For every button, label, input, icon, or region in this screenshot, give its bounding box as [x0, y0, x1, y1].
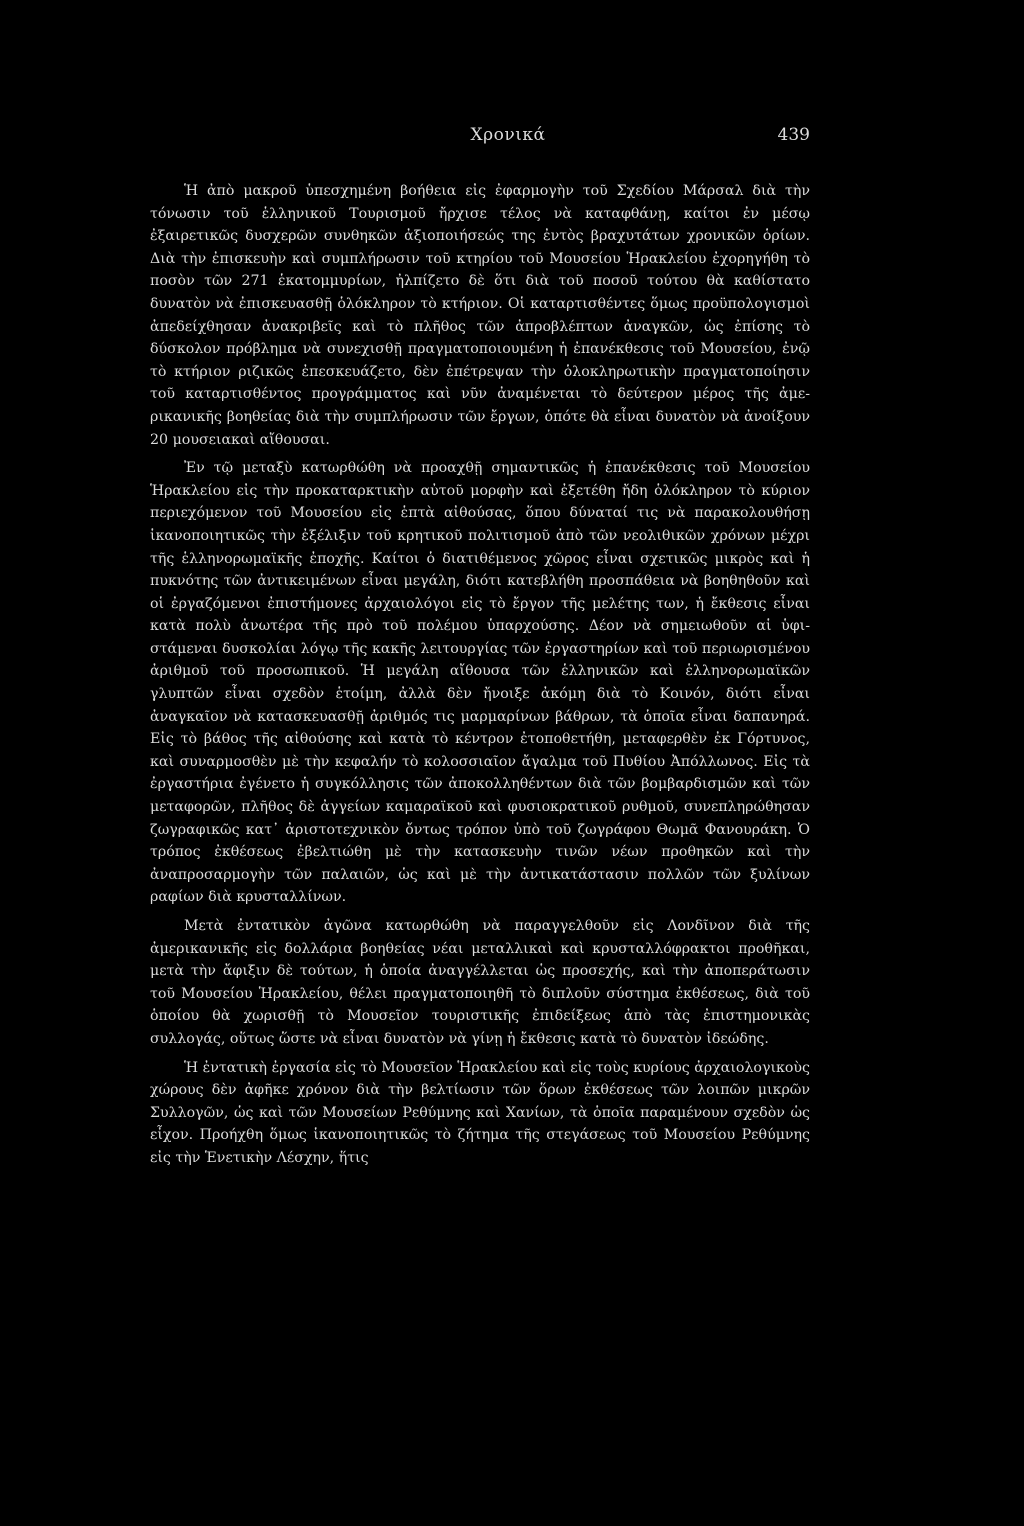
running-title: Χρονικά	[470, 125, 546, 145]
body-text	[150, 180, 810, 1176]
paragraph: Ἡ ἀπὸ μακροῦ ὑπεσχημένη βοήθεια εἰς ἐφαρμογὴν τοῦ Σχεδίου Μάρσαλ διὰ τὴν τόνωσιν τοῦ ἑλληνικοῦ Τουρισμοῦ ἤρχισε τέλος νὰ καταφθάνῃ, καίτοι ἐν μέσῳ ἐξαιρετικῶς δυσχερῶν συνθηκῶν ἀξιοποιήσεώς της ἐντὸς βραχυτάτων χρονικῶν ὁρίων. Διὰ τὴν ἐπισκευὴν καὶ συμπλήρωσιν τοῦ κτηρίου τοῦ Μουσείου Ἡρακλείου ἐχορηγήθη τὸ ποσὸν τῶν 271 ἑκατομμυρίων, ἠλπίζετο δὲ ὅτι διὰ τοῦ ποσοῦ τούτου θὰ καθίστατο δυνατὸν νὰ ἐπισκευασθῇ ὁλόκληρον τὸ κτήριον. Οἱ καταρτισθέντες ὅμως προϋπολογισμοὶ ἀπεδείχθησαν ἀνακριβεῖς καὶ τὸ πλῆθος τῶν ἀπροβλέπτων ἀναγκῶν, ὡς ἐπίσης τὸ δύσκολον πρόβλημα νὰ συνεχισθῇ πραγματοποιουμένη ἡ ἐπανέκθεσις τοῦ Μουσείου, ἐνῷ τὸ κτήριον ριζικῶς ἐπεσκευάζετο, δὲν ἐπέτρεψαν τὴν ὁλοκληρωτικὴν πραγματοποίησιν τοῦ καταρτισθέντος προγράμματος καὶ νῦν ἀναμένεται τὸ δεύτερον μέρος τῆς ἀμερικανικῆς βοηθείας διὰ τὴν συμπλήρωσιν τῶν ἔργων, ὁπότε θὰ εἶναι δυνατὸν νὰ ἀνοίξουν 20 μουσειακαὶ αἴθουσαι.	[150, 183, 810, 448]
paragraph: Ἡ ἐντατικὴ ἐργασία εἰς τὸ Μουσεῖον Ἡρακλείου καὶ εἰς τοὺς κυρίους ἀρχαιολογικοὺς χώρους δὲν ἀφῆκε χρόνον διὰ τὴν βελτίωσιν τῶν ὅρων ἐκθέσεως τῶν λοιπῶν μικρῶν Συλλογῶν, ὡς καὶ τῶν Μουσείων Ρεθύμνης καὶ Χανίων, τὰ ὁποῖα παραμένουν σχεδὸν ὡς εἶχον. Προήχθη ὅμως ἱκανοποιητικῶς τὸ ζήτημα τῆς στεγάσεως τοῦ Μουσείου Ρεθύμνης εἰς τὴν Ἑνετικὴν Λέσχην, ἥτις	[150, 1059, 810, 1166]
page-header	[206, 125, 810, 149]
page-number: 439	[777, 125, 810, 145]
paragraph: Ἐν τῷ μεταξὺ κατωρθώθη νὰ προαχθῇ σημαντικῶς ἡ ἐπανέκθεσις τοῦ Μουσείου Ἡρακλείου εἰς τὴν προκαταρκτικὴν αὐτοῦ μορφὴν καὶ ἐξετέθη ἤδη ὁλόκληρον τὸ κύριον περιεχόμενον τοῦ Μουσείου εἰς ἑπτὰ αἰθούσας, ὅπου δύναταί τις νὰ παρακολουθήσῃ ἱκανοποιητικῶς τὴν ἐξέλιξιν τοῦ κρητικοῦ πολιτισμοῦ ἀπὸ τῶν νεολιθικῶν χρόνων μέχρι τῆς ἑλληνορωμαϊκῆς ἐποχῆς. Καίτοι ὁ διατιθέμενος χῶρος εἶναι σχετικῶς μικρὸς καὶ ἡ πυκνότης τῶν ἀντικειμένων εἶναι μεγάλη, διότι κατεβλήθη προσπάθεια νὰ βοηθηθοῦν καὶ οἱ ἐργαζόμενοι ἐπιστήμονες ἀρχαιολόγοι εἰς τὸ ἔργον τῆς μελέτης των, ἡ ἔκθεσις εἶναι κατὰ πολὺ ἀνωτέρα τῆς πρὸ τοῦ πολέμου ὑπαρχούσης. Δέον νὰ σημειωθοῦν αἱ ὑφιστάμεναι δυσκολίαι λόγῳ τῆς κακῆς λειτουργίας τῶν ἐργαστηρίων καὶ τοῦ περιωρισμένου ἀριθμοῦ τοῦ προσωπικοῦ. Ἡ μεγάλη αἴθουσα τῶν ἑλληνικῶν καὶ ἑλληνορωμαϊκῶν γλυπτῶν εἶναι σχεδὸν ἑτοίμη, ἀλλὰ δὲν ἤνοιξε ἀκόμη διὰ τὸ Κοινόν, διότι εἶναι ἀναγκαῖον νὰ κατασκευασθῇ ἀριθμός τις μαρμαρίνων βάθρων, τὰ ὁποῖα εἶναι δαπανηρά. Εἰς τὸ βάθος τῆς αἰθούσης καὶ κατὰ τὸ κέντρον ἐτοποθετήθη, μεταφερθὲν ἐκ Γόρτυνος, καὶ συναρμοσθὲν μὲ τὴν κεφαλήν τὸ κολοσσιαῖον ἄγαλμα τοῦ Πυθίου Ἀπόλλωνος. Εἰς τὰ ἐργαστήρια ἐγένετο ἡ συγκόλλησις τῶν ἀποκολληθέντων διὰ τῶν βομβαρδισμῶν καὶ τῶν μεταφορῶν, πλῆθος δὲ ἀγγείων καμαραϊκοῦ καὶ φυσιοκρατικοῦ ρυθμοῦ, συνεπληρώθησαν ζωγραφικῶς κατ᾽ ἀριστοτεχνικὸν ὄντως τρόπον ὑπὸ τοῦ ζωγράφου Θωμᾶ Φανουράκη. Ὁ τρόπος ἐκθέσεως ἐβελτιώθη μὲ τὴν κατασκευὴν τινῶν νέων προθηκῶν καὶ τὴν ἀναπροσαρμογὴν τῶν παλαιῶν, ὡς καὶ μὲ τὴν ἀντικατάστασιν πολλῶν τῶν ξυλίνων ραφίων διὰ κρυσταλλίνων.	[150, 460, 810, 906]
paragraph: Μετὰ ἐντατικὸν ἀγῶνα κατωρθώθη νὰ παραγγελθοῦν εἰς Λονδῖνον διὰ τῆς ἀμερικανικῆς εἰς δολλάρια βοηθείας νέαι μεταλλικαὶ καὶ κρυσταλλόφρακτοι προθῆκαι, μετὰ τὴν ἄφιξιν δὲ τούτων, ἡ ὁποία ἀναγγέλλεται ὡς προσεχής, καὶ τὴν ἀποπεράτωσιν τοῦ Μουσείου Ἡρακλείου, θέλει πραγματοποιηθῆ τὸ διπλοῦν σύστημα ἐκθέσεως, διὰ τοῦ ὁποίου θὰ χωρισθῇ τὸ Μουσεῖον τουριστικῆς ἐπιδείξεως ἀπὸ τὰς ἐπιστημονικὰς συλλογάς, οὕτως ὥστε νὰ εἶναι δυνατὸν νὰ γίνῃ ἡ ἔκθεσις κατὰ τὸ δυνατὸν ἰδεώδης.	[150, 918, 810, 1047]
